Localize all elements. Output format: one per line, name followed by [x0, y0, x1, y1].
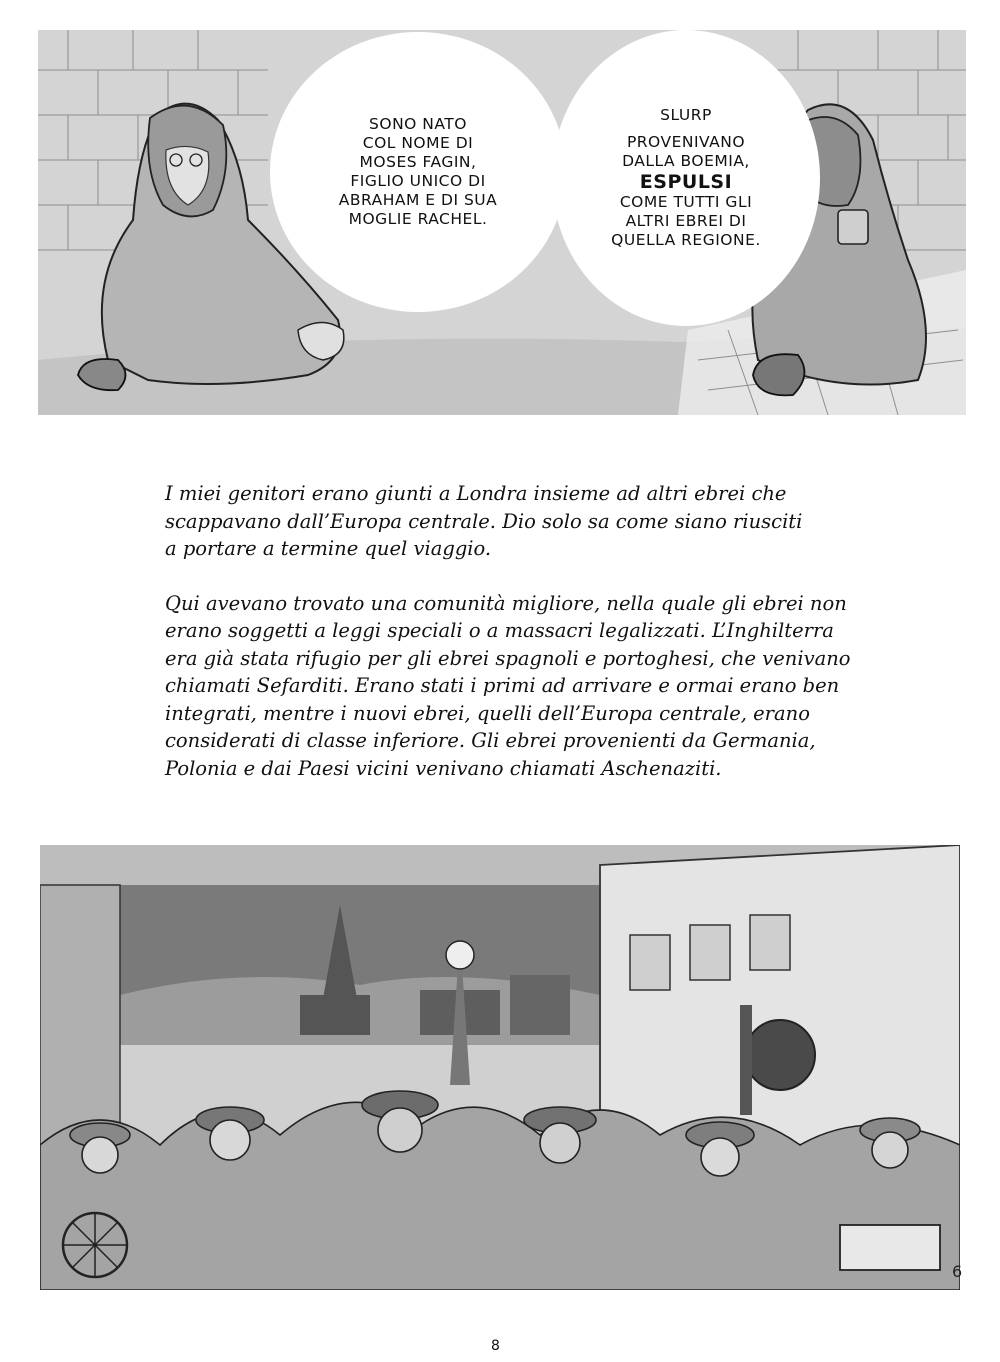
narration-line: chiamati Sefarditi. Erano stati i primi ad arrivare e ormai erano ben	[165, 674, 840, 697]
bubble-right-line: COME TUTTI GLI	[619, 193, 753, 211]
bottom-panel	[40, 845, 963, 1290]
bubble-right-line: ALTRI EBREI DI	[625, 212, 747, 230]
bubble-right-line: DALLA BOEMIA,	[622, 152, 750, 170]
bubble-left-line: ABRAHAM E DI SUA	[338, 191, 498, 209]
page-number: 8	[491, 1338, 500, 1354]
narration-text	[165, 480, 905, 809]
bubble-left-line: SONO NATO	[369, 115, 467, 133]
bubble-left-line: MOSES FAGIN,	[359, 153, 477, 171]
bottom-panel-street-scene	[40, 845, 963, 1290]
speech-bubble-left	[270, 32, 566, 312]
speech-bubble-right	[552, 30, 820, 326]
narration-line: scappavano dall’Europa centrale. Dio solo sa come siano riusciti	[165, 509, 803, 533]
bubble-right-line: PROVENIVANO	[626, 133, 746, 151]
narration-line: Polonia e dai Paesi vicini venivano chiamati Aschenaziti.	[165, 756, 722, 780]
bubble-left-line: FIGLIO UNICO DI	[350, 172, 486, 190]
narration-paragraph-2	[165, 590, 905, 783]
narration-line: Qui avevano trovato una comunità migliore, nella quale gli ebrei non	[165, 591, 847, 615]
bubble-right-line: QUELLA REGIONE.	[611, 231, 761, 249]
narration-line: a portare a termine quel viaggio.	[165, 537, 492, 560]
top-panel	[38, 30, 966, 415]
bubble-right-emphasis: ESPULSI	[639, 171, 733, 193]
bubble-left-line: MOGLIE RACHEL.	[348, 210, 488, 228]
bubble-left-line: COL NOME DI	[362, 134, 474, 152]
narration-line: integrati, mentre i nuovi ebrei, quelli dell’Europa centrale, erano	[165, 701, 810, 725]
narration-line: era già stata rifugio per gli ebrei spagnoli e portoghesi, che venivano	[165, 646, 851, 670]
narration-line: considerati di classe inferiore. Gli ebrei provenienti da Germania,	[165, 729, 816, 752]
narration-line: erano soggetti a leggi speciali o a massacri legalizzati. L’Inghilterra	[165, 619, 834, 642]
narration-paragraph-1	[165, 480, 905, 563]
panel-number: 6	[952, 1262, 963, 1281]
sound-effect-slurp: SLURP	[660, 106, 712, 124]
narration-line: I miei genitori erano giunti a Londra insieme ad altri ebrei che	[165, 482, 787, 505]
